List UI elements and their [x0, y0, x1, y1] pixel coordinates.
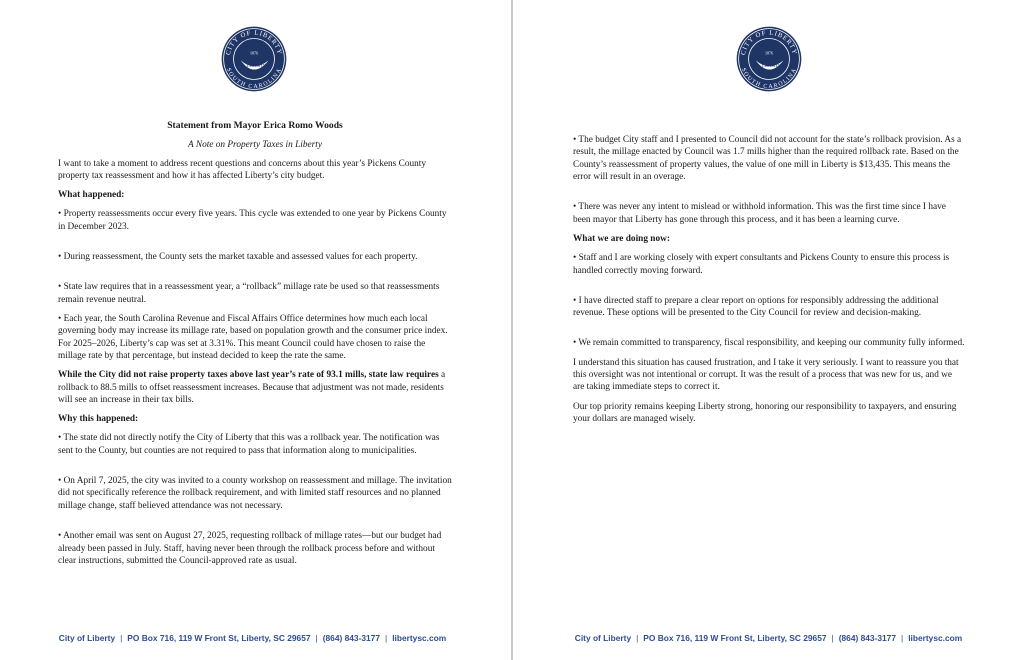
page-1-body: [58, 120, 452, 574]
what-happened-bullet: • Property reassessments occur every five years. This cycle was extended to one year by Pickens County in December 2023.: [58, 209, 447, 232]
footer-org: City of Liberty: [574, 633, 632, 643]
footer-website-link[interactable]: libertysc.com: [908, 633, 963, 643]
page-2-body: [573, 134, 965, 432]
page-1-footer: [0, 633, 508, 643]
svg-text:SOUTH CAROLINA: SOUTH CAROLINA: [739, 67, 799, 91]
intro-paragraph: I want to take a moment to address recent questions and concerns about this year’s Pickens County property tax reassessment and how it has affected Liberty’s city budget.: [58, 158, 426, 181]
city-seal-logo: [736, 26, 802, 92]
svg-text:SOUTH CAROLINA: SOUTH CAROLINA: [224, 67, 284, 91]
doing-now-bullet: • I have directed staff to prepare a clear report on options for responsibly addressing the additional revenue. These options will be presented to the City Council for review and decision-making.: [573, 295, 939, 319]
footer-phone: (864) 843-3177: [322, 633, 380, 643]
footer-separator: |: [636, 633, 639, 643]
svg-text:1876: 1876: [765, 50, 773, 56]
doing-now-heading: What we are doing now:: [573, 234, 670, 245]
footer-address: PO Box 716, 119 W Front St, Liberty, SC 29657: [127, 633, 311, 643]
why-bullet: • On April 7, 2025, the city was invited to a county workshop on reassessment and millage. The invitation did not specifically reference the rollback requirement, and with limited staff resources and no planned millage change, staff believed attendance was not necessary.: [58, 476, 452, 511]
footer-address: PO Box 716, 119 W Front St, Liberty, SC 29657: [643, 633, 827, 643]
intent-bullet: • There was never any intent to mislead or withhold information. This was the first time since I have been mayor that Liberty has gone through this process, and it has been a learning curve.: [573, 202, 946, 225]
svg-text:LIBERTY: LIBERTY: [762, 62, 782, 68]
rollback-rest: a rollback to 88.5 mills to offset reassessment increases. Because that adjustment was not made, residents will see an increase in their tax bills.: [58, 370, 446, 406]
closing-paragraph: Our top priority remains keeping Liberty strong, honoring our responsibility to taxpayers, and ensuring your dollars are managed wisely.: [573, 401, 957, 425]
footer-separator: |: [831, 633, 834, 643]
svg-text:LIBERTY: LIBERTY: [247, 62, 267, 68]
closing-paragraph: I understand this situation has caused frustration, and I take it very seriously. I want to reassure you that this oversight was not intentional or corrupt. It was the result of a process that was new for us, and we are taking immediate steps to correct it.: [573, 357, 959, 393]
footer-separator: |: [385, 633, 388, 643]
svg-text:CITY OF LIBERTY: CITY OF LIBERTY: [739, 29, 799, 56]
footer-org: City of Liberty: [58, 633, 116, 643]
doing-now-bullet: • We remain committed to transparency, fiscal responsibility, and keeping our community fully informed.: [573, 338, 965, 349]
what-happened-heading: What happened:: [58, 190, 125, 201]
why-bullet: • The state did not directly notify the City of Liberty that this was a rollback year. The notification was sent to the County, but counties are not required to pass that information along to municipalities.: [58, 433, 440, 456]
what-happened-bullet: • During reassessment, the County sets the market taxable and assessed values for each property.: [58, 252, 418, 263]
footer-website-link[interactable]: libertysc.com: [392, 633, 447, 643]
document-page-2: [513, 0, 1024, 660]
statement-subtitle: A Note on Property Taxes in Liberty: [188, 139, 322, 150]
what-happened-bullet: • State law requires that in a reassessment year, a “rollback” millage rate be used so that reassessments remain revenue neutral.: [58, 282, 440, 305]
rollback-paragraph: [58, 369, 452, 406]
svg-text:1876: 1876: [250, 50, 258, 56]
statement-title: Statement from Mayor Erica Romo Woods: [167, 120, 343, 131]
why-bullet: • Another email was sent on August 27, 2025, requesting rollback of millage rates—but our budget had already been passed in July. Staff, having never been through the rollback process before and without clear instructions, submitted the Council-approved rate as usual.: [58, 531, 442, 566]
why-heading: Why this happened:: [58, 414, 139, 425]
footer-separator: |: [901, 633, 904, 643]
budget-bullet: • The budget City staff and I presented to Council did not account for the state’s rollback provision. As a result, the millage enacted by Council was 1.7 mills higher than the required rollback rate. Based on the County’s reassessment of property values, the value of one mill in Liberty is $13,435. This means the error will result in an overage.: [573, 135, 962, 183]
doing-now-bullet: • Staff and I are working closely with expert consultants and Pickens County to ensure this process is handled correctly moving forward.: [573, 253, 950, 276]
footer-separator: |: [315, 633, 318, 643]
city-seal-logo: [221, 26, 287, 92]
document-page-1: [0, 0, 511, 660]
svg-text:CITY OF LIBERTY: CITY OF LIBERTY: [224, 29, 284, 56]
what-happened-bullet: • Each year, the South Carolina Revenue and Fiscal Affairs Office determines how much each local governing body may increase its millage rate, based on population growth and the consumer price index. For 2025–2026, Liberty’s cap was set at 3.31%. This meant Council could have chosen to raise the millage rate by that percentage, but instead decided to keep the rate the same.: [58, 313, 448, 362]
footer-phone: (864) 843-3177: [838, 633, 896, 643]
page-2-footer: [513, 633, 1024, 643]
rollback-lead: While the City did not raise property taxes above last year’s rate of 93.1 mills, state law requires: [58, 370, 439, 381]
footer-separator: |: [120, 633, 123, 643]
